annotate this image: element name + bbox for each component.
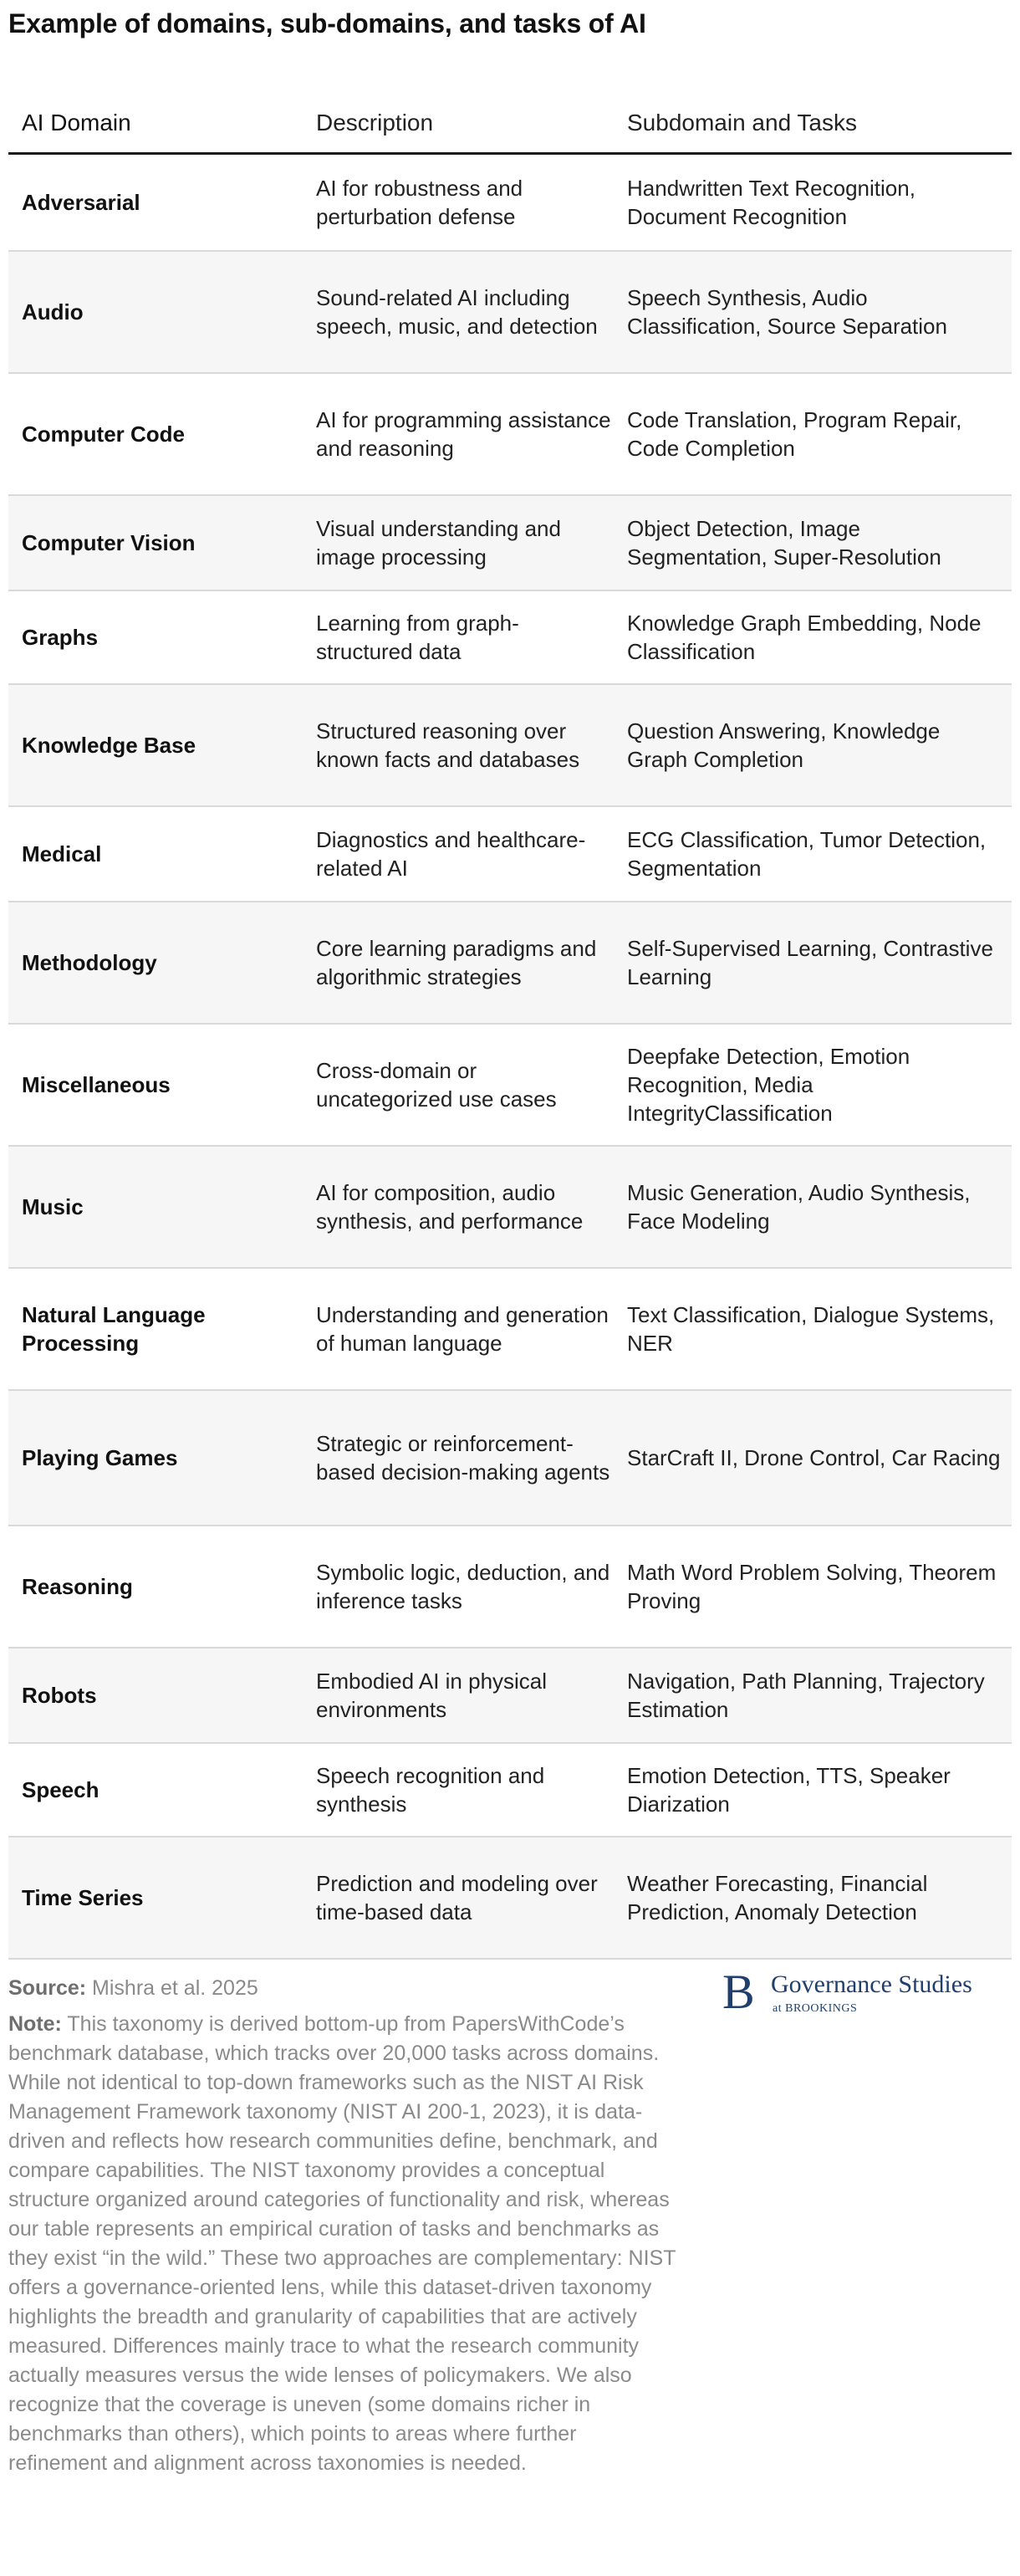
- table-row: [8, 1526, 1012, 1648]
- table-row: [8, 807, 1012, 902]
- cell-tasks: Object Detection, Image Segmentation, Super-Resolution: [627, 516, 941, 570]
- table-row: [8, 1025, 1012, 1147]
- footnotes: [8, 1974, 677, 2478]
- cell-tasks: Weather Forecasting, Financial Prediction, Anomaly Detection: [627, 1871, 928, 1924]
- table-header: [8, 94, 1012, 155]
- header-subdomain-tasks: Subdomain and Tasks: [627, 110, 857, 135]
- cell-tasks: Question Answering, Knowledge Graph Completion: [627, 718, 941, 772]
- cell-tasks: ECG Classification, Tumor Detection, Segmentation: [627, 827, 987, 881]
- table-row: [8, 1391, 1012, 1526]
- cell-tasks: Deepfake Detection, Emotion Recognition, Media IntegrityClassification: [627, 1044, 910, 1126]
- logo-name: Governance Studies: [771, 1970, 972, 1998]
- cell-description: Learning from graph-structured data: [316, 611, 519, 664]
- cell-domain: Reasoning: [22, 1574, 133, 1599]
- source-line: [8, 1974, 677, 2003]
- cell-domain: Miscellaneous: [22, 1072, 171, 1097]
- cell-description: Understanding and generation of human language: [316, 1302, 609, 1356]
- cell-domain: Audio: [22, 299, 84, 325]
- cell-domain: Adversarial: [22, 190, 140, 215]
- cell-tasks: Handwritten Text Recognition, Document Recognition: [627, 176, 915, 229]
- cell-domain: Playing Games: [22, 1445, 178, 1470]
- cell-tasks: Emotion Detection, TTS, Speaker Diarization: [627, 1763, 951, 1817]
- cell-tasks: Knowledge Graph Embedding, Node Classification: [627, 611, 982, 664]
- table-row: [8, 591, 1012, 685]
- page-title: Example of domains, sub-domains, and tasks of AI: [8, 8, 646, 38]
- cell-description: Embodied AI in physical environments: [316, 1669, 548, 1722]
- cell-domain: Methodology: [22, 950, 157, 975]
- cell-tasks: Speech Synthesis, Audio Classification, Source Separation: [627, 285, 947, 339]
- logo-mark: B: [722, 1965, 755, 2019]
- cell-tasks: Math Word Problem Solving, Theorem Proving: [627, 1560, 997, 1613]
- cell-description: Diagnostics and healthcare-related AI: [316, 827, 586, 881]
- cell-tasks: Text Classification, Dialogue Systems, NER: [627, 1302, 995, 1356]
- table-row: [8, 1648, 1012, 1744]
- table-row: [8, 685, 1012, 807]
- table-row: [8, 1147, 1012, 1269]
- cell-domain: Natural Language Processing: [22, 1302, 206, 1356]
- cell-domain: Robots: [22, 1683, 97, 1708]
- cell-domain: Graphs: [22, 625, 99, 650]
- table-body: [8, 155, 1012, 1960]
- header-description: Description: [316, 110, 434, 135]
- cell-description: Structured reasoning over known facts and databases: [316, 718, 580, 772]
- table-row: [8, 1744, 1012, 1837]
- table-row: [8, 155, 1012, 252]
- cell-description: Sound-related AI including speech, music, and detection: [316, 285, 598, 339]
- cell-description: AI for programming assistance and reasoning: [316, 407, 611, 461]
- cell-domain: Computer Vision: [22, 530, 196, 555]
- cell-tasks: StarCraft II, Drone Control, Car Racing: [627, 1445, 1001, 1470]
- cell-domain: Time Series: [22, 1885, 144, 1910]
- table-row: [8, 902, 1012, 1025]
- source-label: Source:: [8, 1976, 87, 2000]
- logo-sub: at BROOKINGS: [773, 2002, 858, 2015]
- cell-domain: Knowledge Base: [22, 733, 196, 758]
- table-row: [8, 1269, 1012, 1391]
- cell-tasks: Self-Supervised Learning, Contrastive Learning: [627, 936, 993, 989]
- cell-domain: Speech: [22, 1777, 99, 1802]
- cell-tasks: Navigation, Path Planning, Trajectory Estimation: [627, 1669, 985, 1722]
- cell-description: Prediction and modeling over time-based data: [316, 1871, 598, 1924]
- cell-description: Cross-domain or uncategorized use cases: [316, 1058, 557, 1112]
- note-label: Note:: [8, 2012, 62, 2036]
- table-row: [8, 252, 1012, 374]
- note-paragraph: [8, 2010, 677, 2478]
- cell-tasks: Music Generation, Audio Synthesis, Face Modeling: [627, 1180, 971, 1234]
- cell-description: Strategic or reinforcement-based decision-making agents: [316, 1431, 610, 1485]
- table-row: [8, 496, 1012, 591]
- cell-domain: Computer Code: [22, 422, 185, 447]
- table-row: [8, 374, 1012, 496]
- cell-description: Symbolic logic, deduction, and inference tasks: [316, 1560, 610, 1613]
- note-text: This taxonomy is derived bottom-up from PapersWithCode’s benchmark database, which tracks over 20,000 tasks across domains. While not identical to top-down frameworks such as the NIST AI Risk Management Framework taxonomy (NIST AI 200-1, 2023), it is data-driven and reflects how research communities define, benchmark, and compare capabilities. The NIST taxonomy provides a conceptual structure organized around categories of functionality and risk, whereas our table represents an empirical curation of tasks and benchmarks as they exist “in the wild.” These two approaches are complementary: NIST offers a governance-oriented lens, while this dataset-driven taxonomy highlights the breadth and granularity of capabilities that are actively measured. Differences mainly trace to what the research community actually measures versus the wide lenses of policymakers. We also recognize that the coverage is uneven (some domains richer in benchmarks than others), which points to areas where further refinement and alignment across taxonomies is needed.: [8, 2012, 676, 2475]
- cell-description: AI for composition, audio synthesis, and performance: [316, 1180, 584, 1234]
- cell-description: Visual understanding and image processing: [316, 516, 561, 570]
- brookings-logo: [722, 1967, 1015, 2021]
- header-ai-domain: AI Domain: [22, 110, 131, 135]
- table-row: [8, 1837, 1012, 1960]
- cell-domain: Music: [22, 1194, 84, 1219]
- cell-domain: Medical: [22, 841, 102, 866]
- cell-description: AI for robustness and perturbation defense: [316, 176, 523, 229]
- cell-description: Speech recognition and synthesis: [316, 1763, 545, 1817]
- domains-table: [8, 94, 1012, 1960]
- cell-tasks: Code Translation, Program Repair, Code Completion: [627, 407, 962, 461]
- source-text: Mishra et al. 2025: [92, 1976, 258, 2000]
- cell-description: Core learning paradigms and algorithmic strategies: [316, 936, 597, 989]
